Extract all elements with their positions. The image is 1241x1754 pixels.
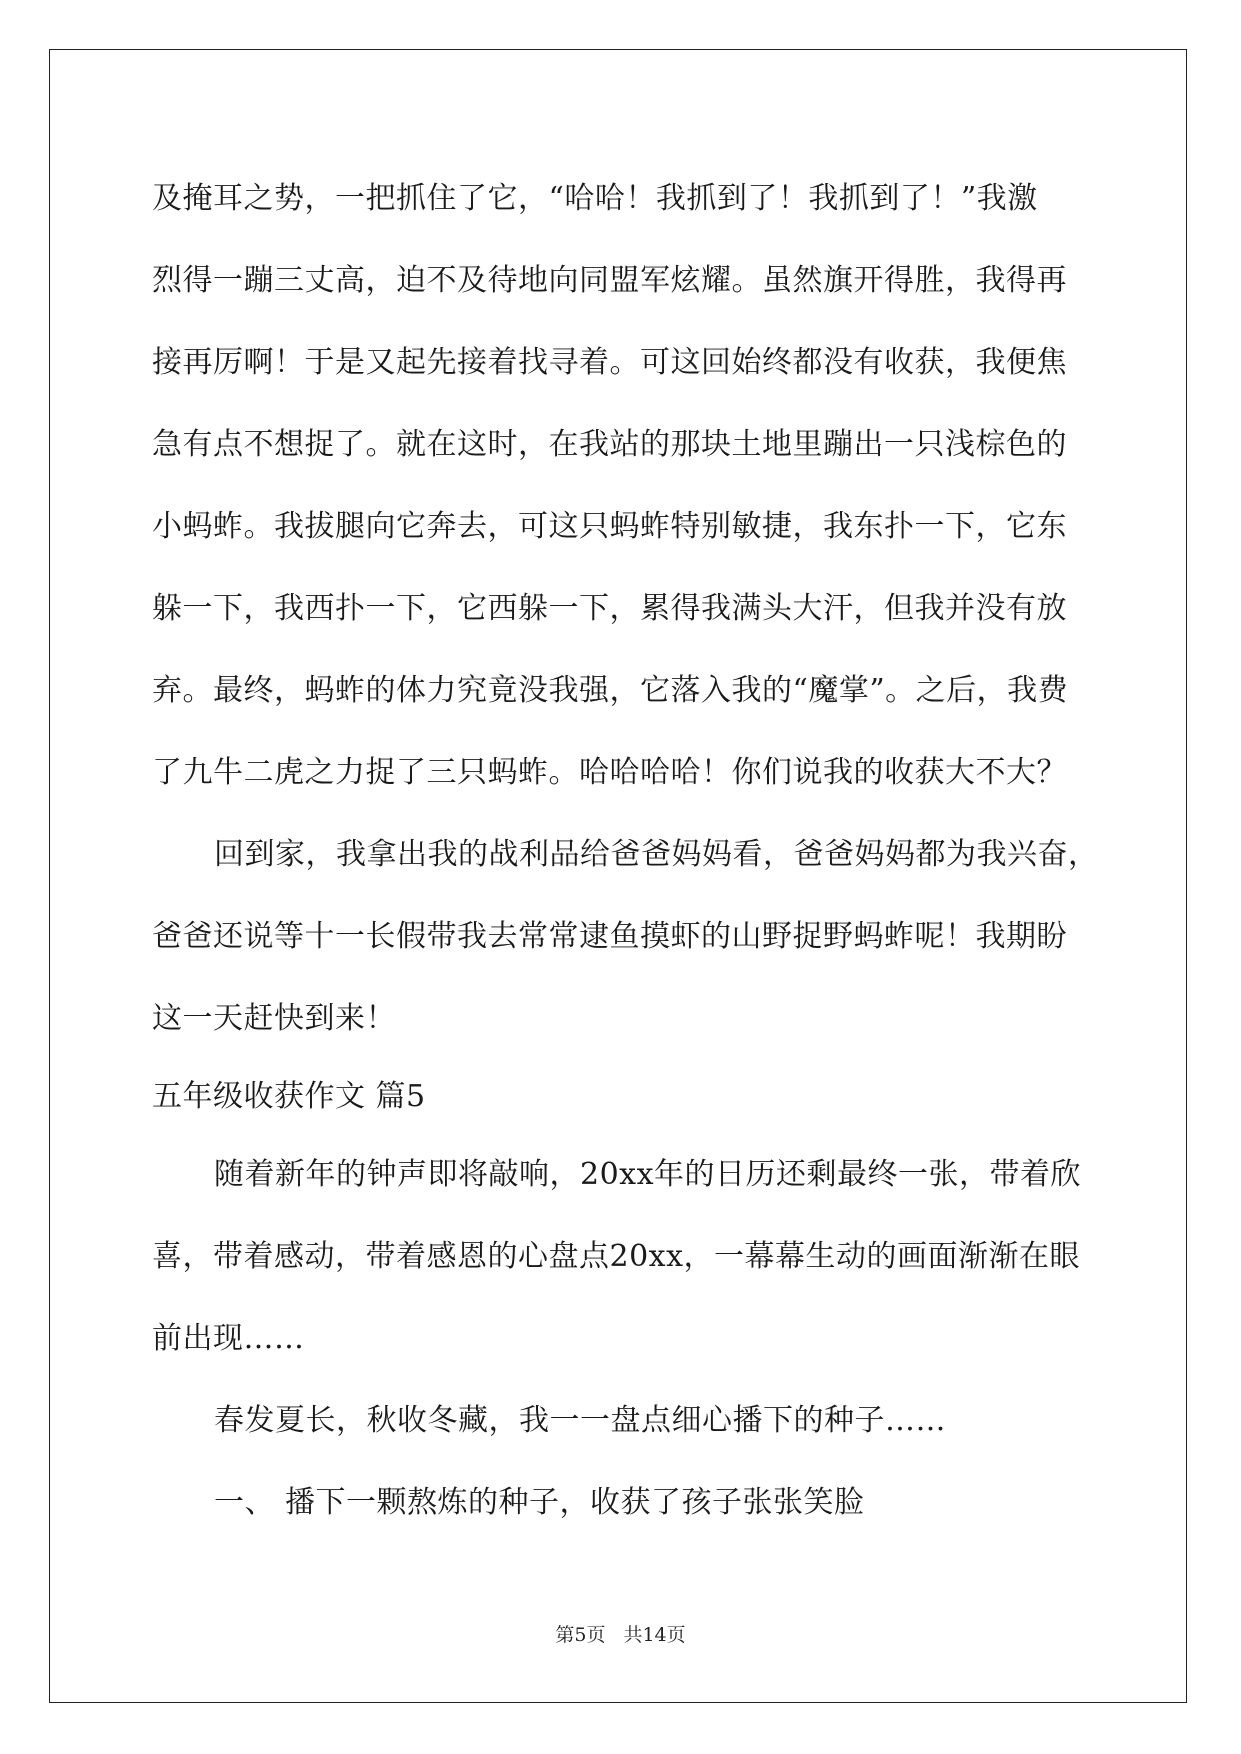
body-line: 躲一下，我西扑一下，它西躲一下，累得我满头大汗，但我并没有放 <box>152 591 1067 626</box>
body-line: 喜，带着感动，带着感恩的心盘点20xx，一幕幕生动的画面渐渐在眼 <box>152 1239 1081 1274</box>
list-item-line: 一、 播下一颗熬炼的种子，收获了孩子张张笑脸 <box>214 1485 865 1520</box>
body-line: 弃。最终，蚂蚱的体力究竟没我强，它落入我的“魔掌”。之后，我费 <box>152 673 1069 708</box>
body-line: 及掩耳之势，一把抓住了它，“哈哈！我抓到了！我抓到了！”我激 <box>152 181 1038 216</box>
body-line: 接再厉啊！于是又起先接着找寻着。可这回始终都没有收获，我便焦 <box>152 345 1067 380</box>
body-line: 这一天赶快到来！ <box>152 1001 396 1036</box>
body-line: 前出现…… <box>152 1321 305 1356</box>
document-body <box>152 158 1099 1544</box>
page-number: 第5页 <box>555 1624 606 1646</box>
body-line: 了九牛二虎之力捉了三只蚂蚱。哈哈哈哈！你们说我的收获大不大？ <box>152 755 1067 790</box>
body-line: 急有点不想捉了。就在这时，在我站的那块土地里蹦出一只浅棕色的 <box>152 427 1067 462</box>
paragraph-start-line: 春发夏长，秋收冬藏，我一一盘点细心播下的种子…… <box>214 1403 946 1438</box>
paragraph-start-line: 回到家，我拿出我的战利品给爸爸妈妈看，爸爸妈妈都为我兴奋， <box>214 837 1099 872</box>
body-line: 小蚂蚱。我拔腿向它奔去，可这只蚂蚱特别敏捷，我东扑一下，它东 <box>152 509 1067 544</box>
paragraph-start-line: 随着新年的钟声即将敲响，20xx年的日历还剩最终一张，带着欣 <box>214 1157 1082 1192</box>
body-line: 烈得一蹦三丈高，迫不及待地向同盟军炫耀。虽然旗开得胜，我得再 <box>152 263 1067 298</box>
page-total: 共14页 <box>623 1624 686 1646</box>
body-line: 爸爸还说等十一长假带我去常常逮鱼摸虾的山野捉野蚂蚱呢！我期盼 <box>152 919 1067 954</box>
page-footer <box>0 1620 1241 1647</box>
section-heading: 五年级收获作文 篇5 <box>152 1079 426 1114</box>
